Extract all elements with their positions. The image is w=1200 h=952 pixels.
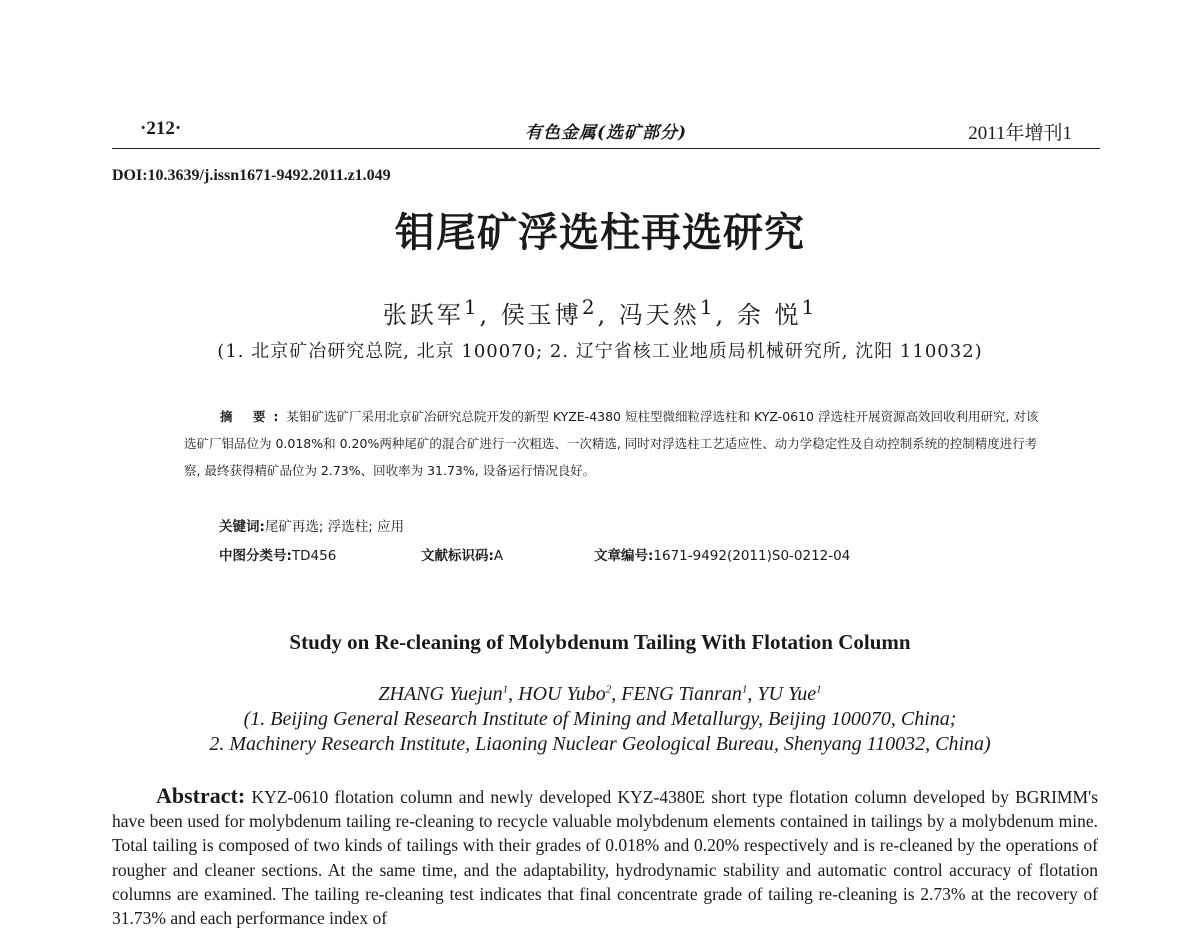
header-rule: [112, 148, 1100, 149]
english-authors: ZHANG Yuejun$^1$, HOU Yubo$^2$, FENG Tianran$^1$, YU Yue$^1$: [378, 683, 822, 705]
doc-code-value: A: [493, 548, 504, 564]
english-affiliation-line-1: (1. Beijing General Research Institute of Mining and Metallurgy, Beijing 100070, China;: [243, 708, 957, 730]
author-affil-mark: 2: [581, 295, 598, 319]
doc-code-label: 文献标识码:: [421, 548, 494, 564]
author-name: 余 悦: [736, 301, 802, 329]
chinese-authors: 张跃军$^1$, 侯玉博$^2$, 冯天然$^1$, 余 悦$^1$: [382, 295, 818, 329]
chinese-keywords: [219, 515, 404, 535]
doc-code-field: [421, 544, 503, 564]
author-affil-mark: 1: [699, 295, 716, 319]
author-affil-mark: 2: [605, 683, 612, 696]
issue-label: 2011年增刊1: [968, 123, 1072, 144]
classification-line: [219, 544, 1039, 566]
running-header: [112, 118, 1100, 148]
author-affil-mark: 1: [463, 295, 480, 319]
author-name: FENG Tianran: [621, 683, 742, 705]
chinese-abstract: [184, 403, 1044, 484]
keywords-label: 关键词:: [219, 519, 265, 535]
author-affil-mark: 1: [816, 683, 822, 696]
article-no-label: 文章编号:: [594, 548, 654, 564]
english-title: Study on Re-cleaning of Molybdenum Tailing With Flotation Column: [289, 630, 911, 654]
author-name: 张跃军: [382, 301, 464, 329]
english-affiliation-line-2: 2. Machinery Research Institute, Liaoning Nuclear Geological Bureau, Shenyang 110032, China): [209, 733, 991, 755]
author-name: 冯天然: [618, 301, 700, 329]
chinese-abstract-text: 某钼矿选矿厂采用北京矿冶研究总院开发的新型 KYZE-4380 短柱型微细粒浮选柱和 KYZ-0610 浮选柱开展资源高效回收利用研究, 对该选矿厂钼品位为 0.018%和 0.20%两种尾矿的混合矿进行一次粗选、一次精选, 同时对浮选柱工艺适应性、动力学稳定性及自动控制系统的控制精度进行考察, 最终获得精矿品位为 2.73%、回收率为 31.73%, 设备运行情况良好。: [184, 409, 1039, 478]
clc-field: [219, 544, 336, 564]
author-affil-mark: 1: [741, 683, 748, 696]
chinese-affiliation: (1. 北京矿冶研究总院, 北京 100070; 2. 辽宁省核工业地质局机械研究所, 沈阳 110032): [217, 341, 983, 362]
journal-name: 有色金属(选矿部分): [524, 123, 688, 143]
author-name: YU Yue: [757, 683, 817, 705]
doi: DOI:10.3639/j.issn1671-9492.2011.z1.049: [112, 167, 391, 184]
author-affil-mark: 1: [801, 295, 818, 319]
keywords-text: 尾矿再选; 浮选柱; 应用: [264, 519, 405, 535]
author-name: HOU Yubo: [518, 683, 606, 705]
author-affil-mark: 1: [502, 683, 509, 696]
page-number: ·212·: [140, 118, 182, 139]
chinese-abstract-label: 摘 要:: [220, 409, 287, 424]
chinese-title: 钼尾矿浮选柱再选研究: [395, 209, 805, 256]
author-name: ZHANG Yuejun: [378, 683, 503, 705]
clc-label: 中图分类号:: [219, 548, 292, 564]
clc-value: TD456: [291, 548, 337, 564]
article-no-field: [594, 544, 850, 564]
english-abstract-label: Abstract:: [156, 783, 246, 808]
english-abstract-text: KYZ-0610 flotation column and newly developed KYZ-4380E short type flotation column developed by BGRIMM's have been used for molybdenum tailing re-cleaning to recycle valuable molybdenum elements contained in tailings by a molybdenum mine. Total tailing is composed of two kinds of tailings with their grades of 0.018% and 0.20% respectively and is re-cleaned by the operations of rougher and cleaner sections. At the same time, and the adaptability, hydrodynamic stability and automatic control accuracy of flotation columns are examined. The tailing re-cleaning test indicates that final concentrate grade of tailing re-cleaning is 2.73% at the recovery of 31.73% and each performance index of: [112, 787, 1099, 929]
article-no-value: 1671-9492(2011)S0-0212-04: [653, 548, 851, 564]
english-abstract: [112, 784, 1098, 930]
author-name: 侯玉博: [500, 301, 582, 329]
